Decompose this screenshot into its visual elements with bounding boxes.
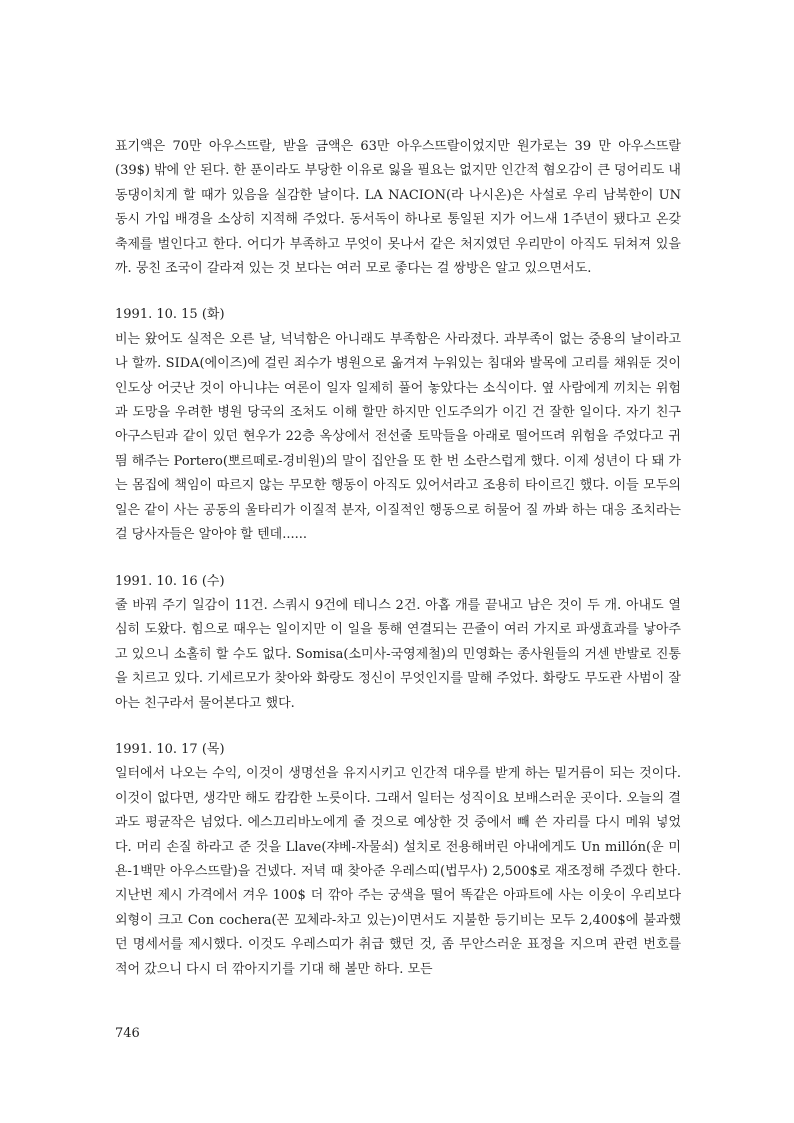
entry-text: 일터에서 나오는 수익, 이것이 생명선을 유지시키고 인간적 대우를 받게 하는 밑거름이 되는 것이다. 이것이 없다면, 생각만 해도 캄캄한 노릇이다. 그래서 일터는 성직이요 보배스러운 곳이다. 오늘의 결과도 평균작은 넘었다. 에스끄리바노에게 줄 것으로 예상한 것 중에서 빼 쓴 자리를 다시 메워 넣었다. 머리 손질 하라고 준 것을 Llave(쟈베-자물쇠) 설치로 전용해버린 아내에게도 Un millón(운 미욘-1백만 아우스뜨랄)을 건넸다. 저녁 때 찾아준 우레스띠(법무사) 2,500$로 재조정해 주겠다 한다. 지난번 제시 가격에서 겨우 100$ 더 깎아 주는 궁색을 떨어 똑같은 아파트에 사는 이웃이 우리보다 외형이 크고 Con cochera(꼰 꼬체라-차고 있는)이면서도 지불한 등기비는 모두 2,400$에 불과했던 명세서를 제시했다. 이것도 우레스띠가 취급 했던 것, 좀 무안스러운 표정을 지으며 관련 번호를 적어 갔으니 다시 더 깎아지기를 기대 해 볼만 하다. 모든 bbox=[115, 766, 681, 977]
page-body bbox=[115, 135, 681, 982]
entry-date: 1991. 10. 16 (수) bbox=[115, 573, 225, 589]
entry-date: 1991. 10. 17 (목) bbox=[115, 741, 225, 757]
intro-paragraph: 표기액은 70만 아우스뜨랄, 받을 금액은 63만 아우스뜨랄이었지만 원가로는 39 만 아우스뜨랄(39$) 밖에 안 된다. 한 푼이라도 부당한 이유로 잃을 필요는 없지만 인간적 혐오감이 큰 덩어리도 내동댕이치게 할 때가 있음을 실감한 날이다. LA NACION(라 나시온)은 사설로 우리 남북한이 UN 동시 가입 배경을 소상히 지적해 주었다. 동서독이 하나로 통일된 지가 어느새 1주년이 됐다고 온갖 축제를 벌인다고 한다. 어디가 부족하고 무엇이 못나서 같은 처지였던 우리만이 아직도 뒤쳐져 있을까. 뭉친 조국이 갈라져 있는 것 보다는 여러 모로 좋다는 걸 쌍방은 알고 있으면서도. bbox=[115, 139, 681, 277]
page-number: 746 bbox=[115, 1026, 140, 1041]
entry-text: 비는 왔어도 실적은 오른 날, 넉넉함은 아니래도 부족함은 사라졌다. 과부족이 없는 중용의 날이라고나 할까. SIDA(에이즈)에 걸린 죄수가 병원으로 옮겨져 누워있는 침대와 발목에 고리를 채워둔 것이 인도상 어긋난 것이 아니냐는 여론이 일자 일제히 풀어 놓았다는 소식이다. 옆 사람에게 끼치는 위험과 도망을 우려한 병원 당국의 조처도 이해 할만 하지만 인도주의가 이긴 건 잘한 일이다. 자기 친구 아구스틴과 같이 있던 현우가 22층 옥상에서 전선줄 토막들을 아래로 떨어뜨려 위험을 주었다고 귀띔 해주는 Portero(뽀르떼로-경비원)의 말이 집안을 또 한 번 소란스럽게 했다. 이제 성년이 다 돼 가는 몸집에 책임이 따르지 않는 무모한 행동이 아직도 있어서라고 조용히 타이르긴 했다. 이들 모두의 일은 같이 사는 공동의 울타리가 이질적 분자, 이질적인 행동으로 허물어 질 까봐 하는 대응 조치라는 걸 당사자들은 알아야 할 텐데...... bbox=[115, 331, 681, 543]
entry-text: 줄 바꿔 주기 일감이 11건. 스쿼시 9건에 테니스 2건. 아홉 개를 끝내고 남은 것이 두 개. 아내도 열심히 도왔다. 힘으로 때우는 일이지만 이 일을 통해 연결되는 끈줄이 여러 가지로 파생효과를 낳아주고 있으니 소홀히 할 수도 없다. Somisa(소미사-국영제철)의 민영화는 종사원들의 거센 반발로 진통을 치르고 있다. 기세르모가 찾아와 화랑도 정신이 무엇인지를 말해 주었다. 화랑도 무도관 사범이 잘 아는 친구라서 물어본다고 했다. bbox=[115, 597, 681, 711]
entry-date: 1991. 10. 15 (화) bbox=[115, 307, 225, 323]
